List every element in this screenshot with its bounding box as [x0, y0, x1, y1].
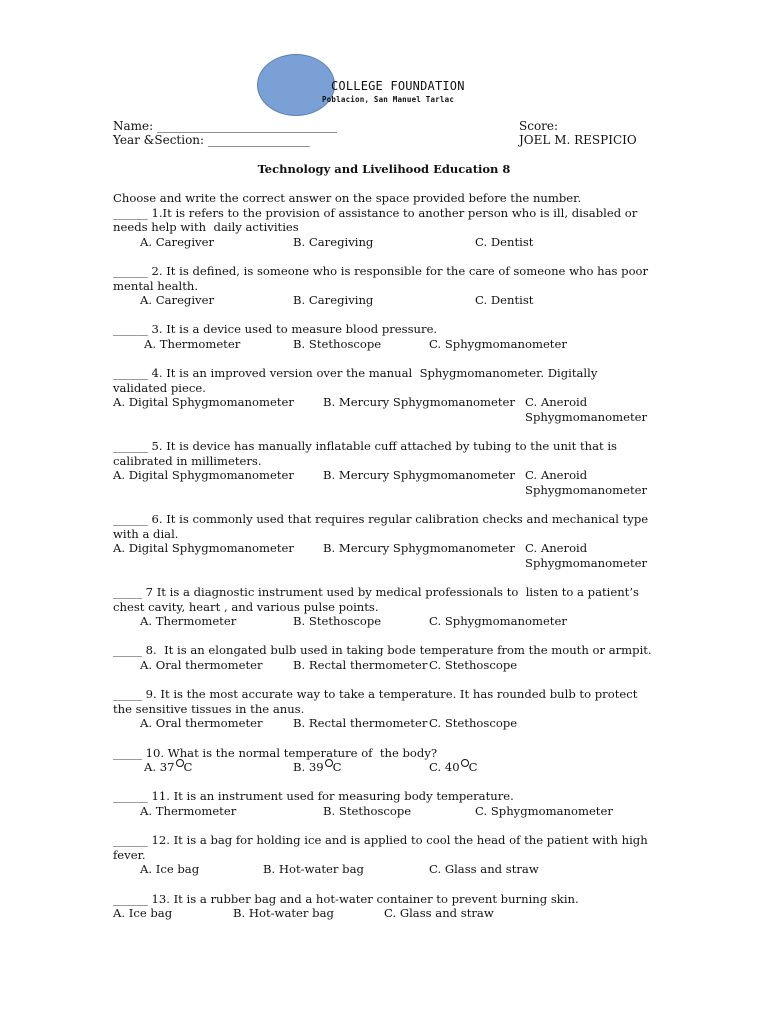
option-a: A. Oral thermometer — [140, 658, 263, 672]
question-item — [113, 439, 653, 497]
school-logo — [257, 54, 335, 116]
option-c: C. Glass and straw — [384, 906, 494, 921]
answer-options — [113, 658, 653, 673]
option-c: C. Glass and straw — [429, 862, 539, 877]
question-stem: ______ 13. It is a rubber bag and a hot-water container to prevent burning skin. — [113, 891, 579, 906]
name-field: Name: ______________________________ — [113, 119, 337, 133]
question-item — [113, 789, 653, 818]
option-a-unit: C — [183, 760, 193, 775]
question-item — [113, 366, 653, 424]
option-c-unit: C — [468, 760, 478, 775]
question-stem: ______ 11. It is an instrument used for measuring body temperature. — [113, 789, 514, 804]
option-c: C. Sphygmomanometer — [475, 803, 613, 818]
option-a: A. Ice bag — [140, 862, 200, 877]
section-field: Year &Section: _________________ — [113, 133, 310, 147]
degree-icon — [325, 759, 333, 767]
question-stem: ______ 5. It is device has manually inflatable cuff attached by tubing to the unit that is calibrated in millimeters. — [113, 439, 621, 468]
question-item — [113, 892, 653, 921]
question-stem: ______ 6. It is commonly used that requires regular calibration checks and mechanical type with a dial. — [113, 512, 652, 541]
school-address: Poblacion, San Manuel Tarlac — [322, 95, 455, 104]
option-c: C. Dentist — [475, 234, 534, 249]
option-a: A. Digital Sphygmomanometer — [113, 541, 294, 556]
option-a: A. Thermometer — [144, 336, 241, 351]
degree-icon — [461, 759, 469, 767]
question-stem: ______ 2. It is defined, is someone who is responsible for the care of someone who has poor mental health. — [113, 263, 652, 293]
score-field: Score: — [519, 119, 559, 133]
option-b: B. Rectal thermometer — [293, 716, 428, 731]
question-stem: _____ 10. What is the normal temperature of the body? — [113, 745, 438, 760]
question-stem: ______ 4. It is an improved version over the manual Sphygmomanometer. Digitally validated piece. — [113, 366, 602, 395]
option-a: A. Thermometer — [140, 803, 237, 818]
option-b-unit: C — [332, 760, 342, 775]
question-stem: ______ 1.It is refers to the provision of assistance to another person who is ill, disabled or needs help with daily activities — [113, 205, 642, 235]
option-c: C. Sphygmomanometer — [429, 614, 567, 629]
question-stem: _____ 8. It is an elongated bulb used in taking bode temperature from the mouth or armpit. — [113, 643, 652, 658]
question-item — [113, 833, 653, 877]
answer-options — [113, 541, 653, 570]
option-a: A. Digital Sphygmomanometer — [113, 468, 294, 483]
option-c: C. Dentist — [475, 293, 534, 308]
option-a: A. Digital Sphygmomanometer — [113, 395, 294, 410]
option-c: C. Stethoscope — [429, 658, 518, 672]
page-title: Technology and Livelihood Education 8 — [257, 162, 511, 176]
answer-options — [113, 804, 653, 819]
answer-options — [113, 468, 653, 497]
question-stem: ______ 3. It is a device used to measure blood pressure. — [113, 322, 438, 337]
question-item — [113, 264, 653, 308]
answer-options — [113, 614, 653, 629]
answer-options — [113, 716, 653, 731]
option-a — [144, 760, 192, 775]
instructions: Choose and write the correct answer on the space provided before the number. — [113, 191, 582, 205]
question-item — [113, 643, 653, 672]
answer-options — [113, 395, 653, 424]
option-b: B. Stethoscope — [293, 614, 382, 629]
option-c: C. Stethoscope — [429, 716, 518, 731]
option-b: B. Mercury Sphygmomanometer — [323, 541, 515, 556]
option-b: B. Mercury Sphygmomanometer — [323, 395, 515, 410]
question-item — [113, 746, 653, 775]
option-a: A. Caregiver — [140, 293, 215, 308]
question-list — [113, 191, 653, 935]
option-c: C. Aneroid Sphygmomanometer — [525, 468, 648, 497]
answer-options — [113, 906, 653, 921]
option-a: A. Thermometer — [140, 614, 237, 629]
question-item — [113, 322, 653, 351]
option-b: B. Stethoscope — [323, 803, 412, 818]
answer-options — [113, 862, 653, 877]
option-a: A. Caregiver — [140, 234, 215, 249]
answer-options — [113, 760, 653, 775]
option-b: B. Mercury Sphygmomanometer — [323, 468, 515, 483]
question-item — [113, 687, 653, 731]
teacher-name: JOEL M. RESPICIO — [519, 133, 637, 147]
question-item — [113, 512, 653, 570]
option-b: B. Caregiving — [293, 293, 374, 308]
option-a-value: A. 37 — [144, 760, 175, 775]
question-item — [113, 585, 653, 629]
option-b: B. Stethoscope — [293, 336, 382, 351]
option-b: B. Hot-water bag — [233, 906, 334, 921]
option-a: A. Oral thermometer — [140, 716, 263, 731]
option-a: A. Ice bag — [113, 906, 173, 921]
question-stem: ______ 12. It is a bag for holding ice and is applied to cool the head of the patient with high fever. — [113, 833, 652, 862]
answer-options — [113, 235, 653, 250]
question-stem: _____ 9. It is the most accurate way to take a temperature. It has rounded bulb to protect the sensitive tissues in the anus. — [113, 687, 642, 716]
option-c: C. Aneroid Sphygmomanometer — [525, 395, 648, 424]
option-b — [293, 760, 342, 775]
question-stem: _____ 7 It is a diagnostic instrument used by medical professionals to listen to a patient’s chest cavity, heart , and various pulse points. — [113, 585, 643, 614]
school-name: COLLEGE FOUNDATION — [331, 79, 465, 93]
question-item — [113, 206, 653, 250]
option-b: B. Hot-water bag — [263, 862, 364, 877]
answer-options — [113, 293, 653, 308]
answer-options — [113, 337, 653, 352]
option-c: C. Aneroid Sphygmomanometer — [525, 541, 648, 570]
option-b: B. Caregiving — [293, 234, 374, 249]
option-b: B. Rectal thermometer — [293, 658, 428, 672]
option-c: C. Sphygmomanometer — [429, 336, 567, 351]
degree-icon — [176, 759, 184, 767]
option-c-value: C. 40 — [429, 760, 460, 775]
option-b-value: B. 39 — [293, 760, 324, 775]
option-c — [429, 760, 477, 775]
